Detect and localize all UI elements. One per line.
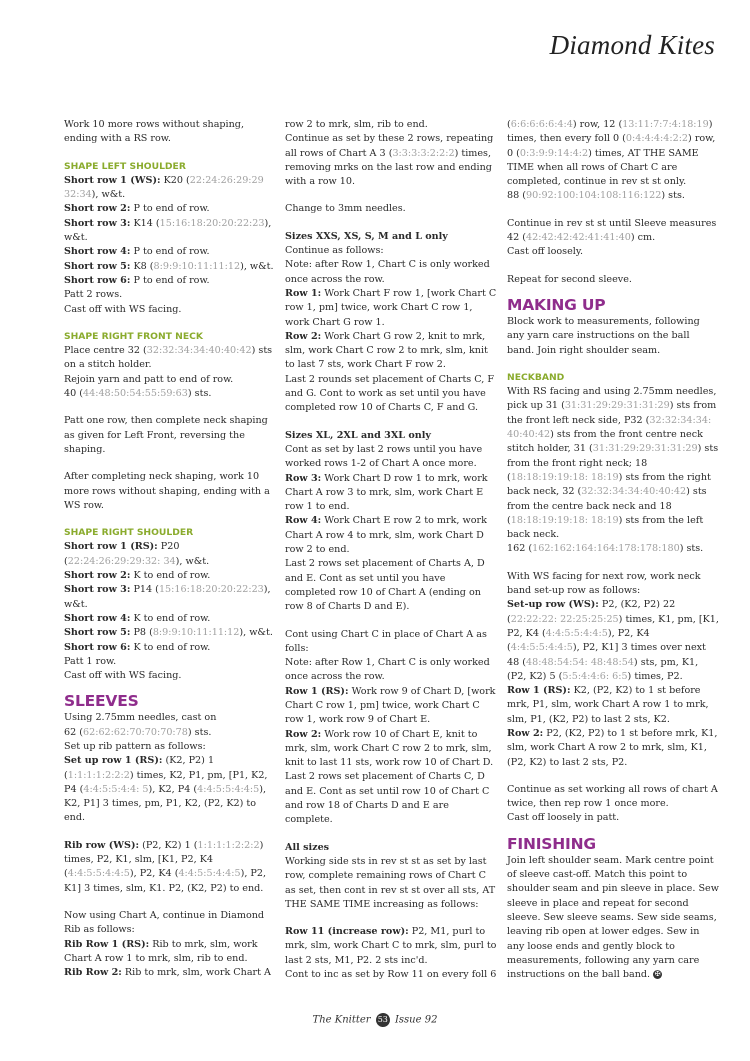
intro-text: Work 10 more rows without shaping, ending with a RS row. (64, 119, 244, 145)
all-sizes-heading: All sizes (285, 841, 330, 853)
sizes-2-row-1-rs: Row 1 (RS): Work row 9 of Chart D, [work Chart C row 1, pm] twice, work Chart C row 1, work row 9 of Chart E. (285, 685, 496, 726)
column-3 (507, 118, 719, 982)
column-2 (285, 118, 497, 982)
sizes-2-row-4: Row 4: Work Chart E row 2 to mrk, work Chart A row 4 to mrk, slm, work Chart D row 2 to end. (285, 515, 487, 556)
shape-right-shoulder-heading: SHAPE RIGHT SHOULDER (64, 527, 194, 539)
column-1 (64, 118, 276, 980)
sizes-1-heading: Sizes XXS, XS, S, M and L only (285, 230, 448, 242)
sizes-1-last: Last 2 rounds set placement of Charts C, F and G. Cont to work as set until you have completed row 10 of Charts C, F and G. (285, 373, 495, 414)
magazine-name: The Knitter (312, 1014, 371, 1026)
col3-castoff: Cast off loosely. (507, 246, 584, 258)
neckband-row-1: Row 1 (RS): K2, (P2, K2) to 1 st before mrk, P1, slm, work Chart A row 1 to mrk, slm, P1, (K2, P2) to last 2 sts, K2. (507, 685, 709, 725)
sizes-2-cont: Cont using Chart C in place of Chart A as folls: (285, 628, 487, 654)
neckband-sts: 162 (162:162:164:164:178:178:180) sts. (507, 543, 704, 555)
col3-para-2: Continue in rev st st until Sleeve measures 42 (42:42:42:42:41:41:40) cm. (507, 217, 717, 244)
needles-change: Change to 3mm needles. (285, 203, 406, 215)
shape-left-shoulder-heading: SHAPE LEFT SHOULDER (64, 160, 186, 172)
sizes-1-row-1: Row 1: Work Chart F row 1, [work Chart C row 1, pm] twice, work Chart C row 1, work Chart G row 1. (285, 287, 497, 328)
sizes-2-row-3: Row 3: Work Chart D row 1 to mrk, work Chart A row 3 to mrk, slm, work Chart E row 1 to end. (285, 472, 488, 513)
col3-repeat: Repeat for second sleeve. (507, 273, 632, 285)
right-short-row-3: Short row 3: P14 (15:16:18:20:20:22:23), w&t. (64, 584, 271, 610)
making-up-text: Block work to measurements, following any yarn care instructions on the ball band. Join right shoulder seam. (507, 315, 700, 356)
neckband-castoff: Cast off loosely in patt. (507, 812, 620, 824)
all-sizes-line-1: Working side sts in rev st st as set by last row, complete remaining rows of Chart C as set, then cont in rev st st over all sts, AT THE SAME TIME increasing as follows: (285, 855, 496, 910)
sizes-2-note: Note: after Row 1, Chart C is only worked once across the row. (285, 657, 490, 683)
setup-row-1: Set up row 1 (RS): (K2, P2) 1 (1:1:1:1:2:2:2) times, K2, P1, pm, [P1, K2, P4 (4:4:5:5:4:4: 5), K2, P4 (4:4:5:5:4:4:5), K2, P1] 3 times, pm, P1, K2, (P2, K2) to end. (64, 755, 268, 824)
rib-row-ws: Rib row (WS): (P2, K2) 1 (1:1:1:1:2:2:2) times, P2, K1, slm, [K1, P2, K4 (4:4:5:5:4:4:5), P2, K4 (4:4:5:5:4:4:5), P2, K1] 3 times, slm, K1. P2, (K2, P2) to end. (64, 839, 267, 894)
neckband-setup-row: Set-up row (WS): P2, (K2, P2) 22 (22:22:22: 22:25:25:25) times, K1, pm, [K1, P2, K4 (4:4:5:5:4:4:5), P2, K4 (4:4:5:5:4:4:5), P2, K1] 3 times over next 48 (48:48:54:54: 48:48:54) sts, pm, K1, (P2, K2) 5 (5:5:4:4:6: 6:5) times, P2. (507, 599, 719, 682)
sizes-2-last: Last 2 rows set placement of Charts A, D and E. Cont as set until you have completed row 10 of Chart A (ending on row 8 of Charts D and E). (285, 558, 485, 613)
left-short-row-2: Short row 2: P to end of row. (64, 203, 210, 215)
chart-a-intro: Now using Chart A, continue in Diamond Rib as follows: (64, 909, 265, 936)
right-short-row-5: Short row 5: P8 (8:9:9:10:11:11:12), w&t. (64, 627, 273, 639)
rib-row-1: Rib Row 1 (RS): Rib to mrk, slm, work Chart A row 1 to mrk, slm, rib to end. (64, 938, 258, 964)
right-short-row-6: Short row 6: K to end of row. (64, 641, 211, 653)
shape-right-front-neck-heading: SHAPE RIGHT FRONT NECK (64, 330, 203, 342)
neck-paragraph-3: After completing neck shaping, work 10 more rows without shaping, ending with a WS row. (64, 471, 270, 511)
sleeves-heading: SLEEVES (64, 692, 139, 711)
neck-line-1: Place centre 32 (32:32:34:34:40:40:42) sts on a stitch holder. (64, 345, 273, 371)
right-short-row-4: Short row 4: K to end of row. (64, 612, 211, 624)
right-short-row-2: Short row 2: K to end of row. (64, 570, 211, 582)
neckband-heading: NECKBAND (507, 371, 565, 383)
left-short-row-3: Short row 3: K14 (15:16:18:20:20:22:23), w&t. (64, 217, 272, 244)
end-mark-icon: ✠ (654, 970, 661, 979)
col3-sts-count: 88 (90:92:100:104:108:116:122) sts. (507, 190, 685, 202)
sleeves-line-2: 62 (62:62:62:70:70:70:78) sts. (64, 726, 212, 738)
left-short-row-5: Short row 5: K8 (8:9:9:10:11:11:12), w&t. (64, 260, 274, 272)
right-castoff: Cast off with WS facing. (64, 670, 182, 682)
right-patt: Patt 1 row. (64, 655, 117, 667)
left-short-row-1: Short row 1 (WS): K20 (22:24:26:29:29 32:34), w&t. (64, 174, 264, 201)
neckband-pickup: With RS facing and using 2.75mm needles, pick up 31 (31:31:29:29:31:31:29) sts from the front left neck side, P32 (32:32:34:34: 40:40:42) sts from the front centre neck stitch holder, 31 (31:31:29:29:31:31:29) sts from the front right neck; 18 (18:18:19:19:18: 18:19) sts from the right back neck, 32 (32:32:34:34:40:40:42) sts from the centre back neck and 18 (18:18:19:19:18: 18:19) sts from the left back neck. (507, 386, 719, 541)
left-patt: Patt 2 rows. (64, 289, 123, 301)
sizes-2-row-2-b: Row 2: Work row 10 of Chart E, knit to mrk, slm, work Chart C row 2 to mrk, slm, knit to last 11 sts, work row 10 of Chart D. (285, 728, 494, 769)
page-title: Diamond Kites (549, 30, 715, 60)
page-number-badge: 53 (376, 1013, 390, 1027)
left-short-row-4: Short row 4: P to end of row. (64, 246, 210, 258)
sizes-2-heading: Sizes XL, 2XL and 3XL only (285, 429, 431, 441)
sizes-2-line-1: Cont as set by last 2 rows until you have worked rows 1-2 of Chart A once more. (285, 443, 483, 470)
finishing-heading: FINISHING (507, 834, 596, 853)
neckband-cont: Continue as set working all rows of chart A twice, then rep row 1 once more. (507, 783, 718, 810)
neck-line-3: 40 (44:48:50:54:55:59:63) sts. (64, 388, 212, 400)
neck-line-2: Rejoin yarn and patt to end of row. (64, 373, 234, 385)
neckband-ws-intro: With WS facing for next row, work neck band set-up row as follows: (507, 570, 701, 597)
row-11-increase: Row 11 (increase row): P2, M1, purl to mrk, slm, work Chart C to mrk, slm, purl to last 2 sts, M1, P2. 2 sts inc'd. (285, 926, 497, 966)
sleeves-line-1: Using 2.75mm needles, cast on (64, 712, 217, 724)
left-short-row-6: Short row 6: P to end of row. (64, 274, 210, 286)
finishing-text: Join left shoulder seam. Mark centre point of sleeve cast-off. Match this point to shoulder seam and pin sleeve in place. Sew sleeve in place and repeat for second sleeve. Sew sleeve seams. Sew side seams, leaving rib open at lower edges. Sew in any loose ends and gently block to measurements, following any yarn care instructions on the ball band. ✠ (507, 854, 719, 981)
right-short-row-1: Short row 1 (RS): P20 (22:24:26:29:29:32: 34), w&t. (64, 541, 210, 567)
sleeves-line-3: Set up rib pattern as follows: (64, 740, 206, 752)
col2-para-1: row 2 to mrk, slm, rib to end. (285, 119, 428, 130)
col3-para-1: (6:6:6:6:6:4:4) row, 12 (13:11:7:7:4:18:19) times, then every foll 0 (0:4:4:4:4:2:2) row, 0 (0:3:9:9:14:4:2) times, AT THE SAME TIME when all rows of Chart C are completed, continue in rev st st only. (507, 119, 716, 188)
neckband-row-2: Row 2: P2, (K2, P2) to 1 st before mrk, K1, slm, work Chart A row 2 to mrk, slm, K1, (P2, K2) to last 2 sts, P2. (507, 727, 718, 768)
page-footer (0, 1013, 750, 1027)
all-sizes-cont: Cont to inc as set by Row 11 on every foll 6 (285, 969, 497, 981)
making-up-heading: MAKING UP (507, 295, 606, 314)
issue-label: Issue 92 (394, 1014, 438, 1026)
sizes-2-last-2: Last 2 rows set placement of Charts C, D and E. Cont as set until row 10 of Chart C and row 18 of Charts D and E are complete. (285, 771, 490, 826)
neck-paragraph-2: Patt one row, then complete neck shaping as given for Left Front, reversing the shaping. (64, 415, 268, 455)
rib-row-2: Rib Row 2: Rib to mrk, slm, work Chart A (64, 967, 271, 979)
sizes-1-line-1: Continue as follows: (285, 245, 384, 257)
sizes-1-note: Note: after Row 1, Chart C is only worked once across the row. (285, 259, 490, 285)
col2-para-2: Continue as set by these 2 rows, repeating all rows of Chart A 3 (3:3:3:3:2:2:2) times, removing mrks on the last row and ending with a row 10. (285, 133, 494, 188)
sizes-1-row-2: Row 2: Work Chart G row 2, knit to mrk, slm, work Chart C row 2 to mrk, slm, knit to last 7 sts, work Chart F row 2. (285, 330, 488, 371)
left-castoff: Cast off with WS facing. (64, 303, 182, 315)
